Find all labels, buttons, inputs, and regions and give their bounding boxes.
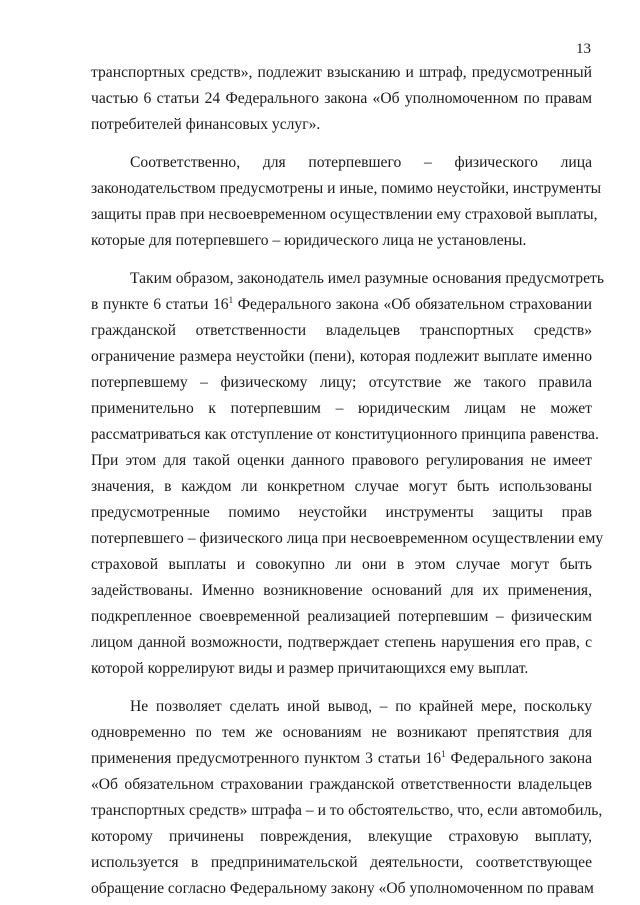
paragraph-2 — [91, 150, 602, 254]
document-body — [91, 60, 604, 902]
text-line: частью 6 статьи 24 Федерального закона «Об уполномоченном по правам — [91, 90, 592, 107]
text-segment: в пункте 6 статьи 16 — [91, 296, 229, 313]
text-line: подкрепленное своевременной реализацией потерпевшим – физическим — [91, 608, 592, 625]
text-line: одновременно по тем же основаниям не возникают препятствия для — [91, 724, 592, 741]
paragraph-4 — [91, 694, 603, 902]
text-line: При этом для такой оценки данного правового регулирования не имеет — [91, 452, 592, 469]
text-line: которые для потерпевшего – юридического лица не установлены. — [91, 232, 527, 249]
text-line: транспортных средств» штрафа – и то обстоятельство, что, если автомобиль, — [91, 802, 603, 819]
text-segment: Федерального закона — [445, 750, 592, 767]
paragraph-1 — [91, 60, 592, 138]
text-line-with-superscript — [91, 292, 592, 318]
paragraph-3 — [91, 266, 604, 682]
text-line: гражданской ответственности владельцев транспортных средств» — [91, 322, 592, 339]
page-number: 13 — [576, 41, 591, 57]
text-segment: применения предусмотренного пунктом 3 статьи 16 — [91, 750, 442, 767]
superscript: 1 — [228, 295, 234, 305]
text-line: которому причинены повреждения, влекущие страховую выплату, — [91, 828, 592, 845]
text-line: обращение согласно Федеральному закону «Об уполномоченном по правам — [91, 880, 594, 897]
text-line: лицом данной возможности, подтверждает степень нарушения его прав, с — [91, 634, 592, 651]
text-line: Таким образом, законодатель имел разумные основания предусмотреть — [130, 270, 604, 287]
text-line: используется в предпринимательской деятельности, соответствующее — [91, 854, 592, 871]
text-line: «Об обязательном страховании гражданской ответственности владельцев — [91, 776, 592, 793]
text-line: Не позволяет сделать иной вывод, – по крайней мере, поскольку — [130, 698, 592, 715]
text-line: потребителей финансовых услуг». — [91, 116, 321, 133]
text-line: потерпевшему – физическому лицу; отсутствие же такого правила — [91, 374, 592, 391]
text-line: законодательством предусмотрены и иные, помимо неустойки, инструменты — [91, 180, 602, 197]
text-line: потерпевшего – физического лица при несвоевременном осуществлении ему — [91, 530, 604, 547]
text-line: предусмотренные помимо неустойки инструменты защиты прав — [91, 504, 592, 521]
text-line: защиты прав при несвоевременном осуществлении ему страховой выплаты, — [91, 206, 598, 223]
text-segment: Федерального закона «Об обязательном страховании — [233, 296, 593, 313]
text-line: транспортных средств», подлежит взысканию и штраф, предусмотренный — [91, 64, 592, 81]
text-line: применительно к потерпевшим – юридическим лицам не может — [91, 400, 592, 417]
text-line: страховой выплаты и совокупно ли они в этом случае могут быть — [91, 556, 592, 573]
text-line: задействованы. Именно возникновение оснований для их применения, — [91, 582, 592, 599]
text-line-with-superscript — [91, 746, 592, 772]
text-line: которой коррелируют виды и размер причитающихся ему выплат. — [91, 660, 529, 677]
text-line: значения, в каждом ли конкретном случае могут быть использованы — [91, 478, 592, 495]
text-line: ограничение размера неустойки (пени), которая подлежит выплате именно — [91, 348, 592, 365]
text-line: Соответственно, для потерпевшего – физического лица — [130, 154, 592, 171]
superscript: 1 — [441, 749, 446, 759]
text-line: рассматриваться как отступление от конституционного принципа равенства. — [91, 426, 599, 443]
